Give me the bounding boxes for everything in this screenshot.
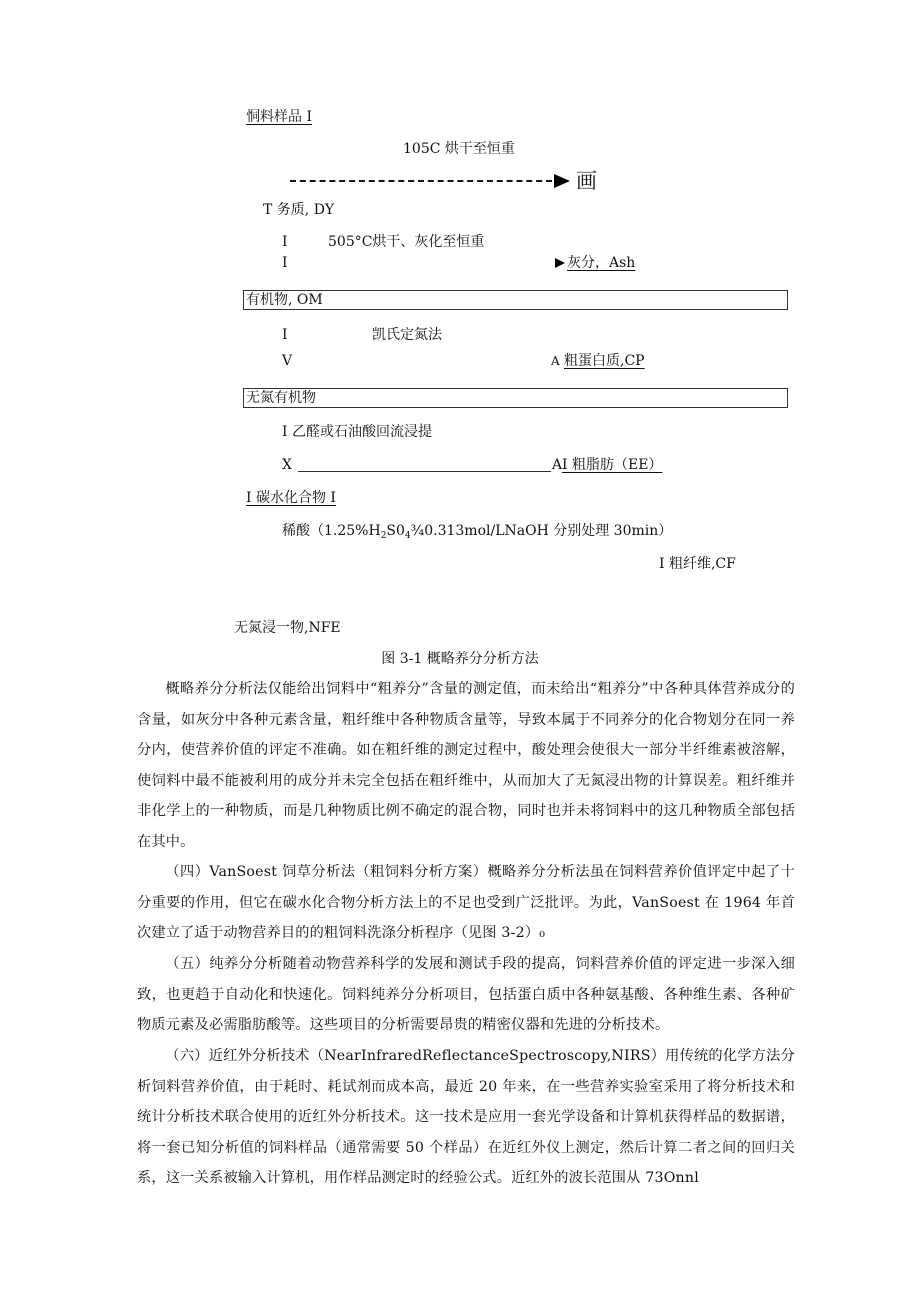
flow-mark: X xyxy=(282,457,292,473)
arrow-prefix: A xyxy=(552,457,563,473)
carbohydrate-label: I 碳水化合物 I xyxy=(246,490,336,506)
arrow-prefix: A xyxy=(551,354,560,368)
dry-matter-result-glyph: 画 xyxy=(576,169,597,193)
step-dry-105-label: 105C 烘干至恒重 xyxy=(403,141,515,157)
flow-mark: I xyxy=(282,234,288,250)
crude-protein-label: 粗蛋白质,CP xyxy=(564,353,645,369)
step-kjeldahl-label: 凯氏定氮法 xyxy=(372,327,442,343)
feed-sample-label: 恫料样品 I xyxy=(246,109,312,125)
step-acid-base-label: 稀酸（$1.25\%H_2S0_4\frac{3}{4}0.313mol$/LNaOH 分别处理 30min） xyxy=(282,523,673,541)
nitrogen-free-organic-box: 无氮有机物 xyxy=(243,388,788,408)
dry-process-dashed-arrow-line xyxy=(290,180,552,182)
crude-fiber-label: I 粗纤维,CF xyxy=(659,556,736,572)
arrow-right-icon xyxy=(554,174,570,188)
step-ash-label: 505°C烘干、灰化至恒重 xyxy=(328,234,485,250)
paragraph-vansoest: （四）VanSoest 饲草分析法（粗饲料分析方案）概略养分分析法虽在饲料营养价值评定中起了十分重要的作用，但它在碳水化合物分析方法上的不足也受到广泛批评。为此，VanSoest 在 1964 年首次建立了适于动物营养目的的粗饲料洗涤分析程序（见图 3-2）₀ xyxy=(137,864,795,941)
flow-mark: I xyxy=(282,327,288,343)
flow-mark: V xyxy=(282,353,293,369)
crude-fat-label: I 粗脂肪（EE） xyxy=(562,457,663,473)
ether-arrow-line xyxy=(298,471,551,472)
arrow-right-icon xyxy=(555,258,565,268)
ash-result-label: 灰分，Ash xyxy=(567,255,636,271)
figure-caption: 图 3-1 概略养分分析方法 xyxy=(381,651,539,667)
nfe-label: 无氮浸一物,NFE xyxy=(234,620,341,636)
dry-matter-label: T 务质, DY xyxy=(263,202,335,218)
step-ether-extract-label: I 乙醛或石油酸回流浸提 xyxy=(282,424,432,440)
paragraph-pure-nutrient: （五）纯养分分析随着动物营养科学的发展和测试手段的提高，饲料营养价值的评定进一步深入细致，也更趋于自动化和快速化。饲料纯养分分析项目，包括蛋白质中各种氨基酸、各种维生素、各种矿物质元素及必需脂肪酸等。这些项目的分析需要昂贵的精密仪器和先进的分析技术。 xyxy=(137,956,795,1033)
flow-mark: I xyxy=(282,255,288,271)
organic-matter-box: 有机物, OM xyxy=(243,290,788,310)
paragraph-nirs: （六）近红外分析技术（NearInfraredReflectanceSpectroscopy,NIRS）用传统的化学方法分析饲料营养价值，由于耗时、耗试剂而成本高，最近 20 年来，在一些营养实验室采用了将分析技术和统计分析技术联合使用的近红外分析技术。这一技术是应用一套光学设备和计算机获得样品的数据谱，将一套已知分析值的饲料样品（通常需要 50 个样品）在近红外仪上测定，然后计算二者之间的回归关系，这一关系被输入计算机，用作样品测定时的经验公式。近红外的波长范围从 73Onnl xyxy=(137,1048,795,1186)
paragraph-limitations: 概略养分分析法仅能给出饲料中“粗养分”含量的测定值，而未给出“粗养分”中各种具体营养成分的含量，如灰分中各种元素含量，粗纤维中各种物质含量等，导致本属于不同养分的化合物划分在同一养分内，使营养价值的评定不准确。如在粗纤维的测定过程中，酸处理会使很大一部分半纤维素被溶解，使饲料中最不能被利用的成分并未完全包括在粗纤维中，从而加大了无氮浸出物的计算误差。粗纤维并非化学上的一种物质，而是几种物质比例不确定的混合物，同时也并未将饲料中的这几种物质全部包括在其中。 xyxy=(137,681,795,850)
